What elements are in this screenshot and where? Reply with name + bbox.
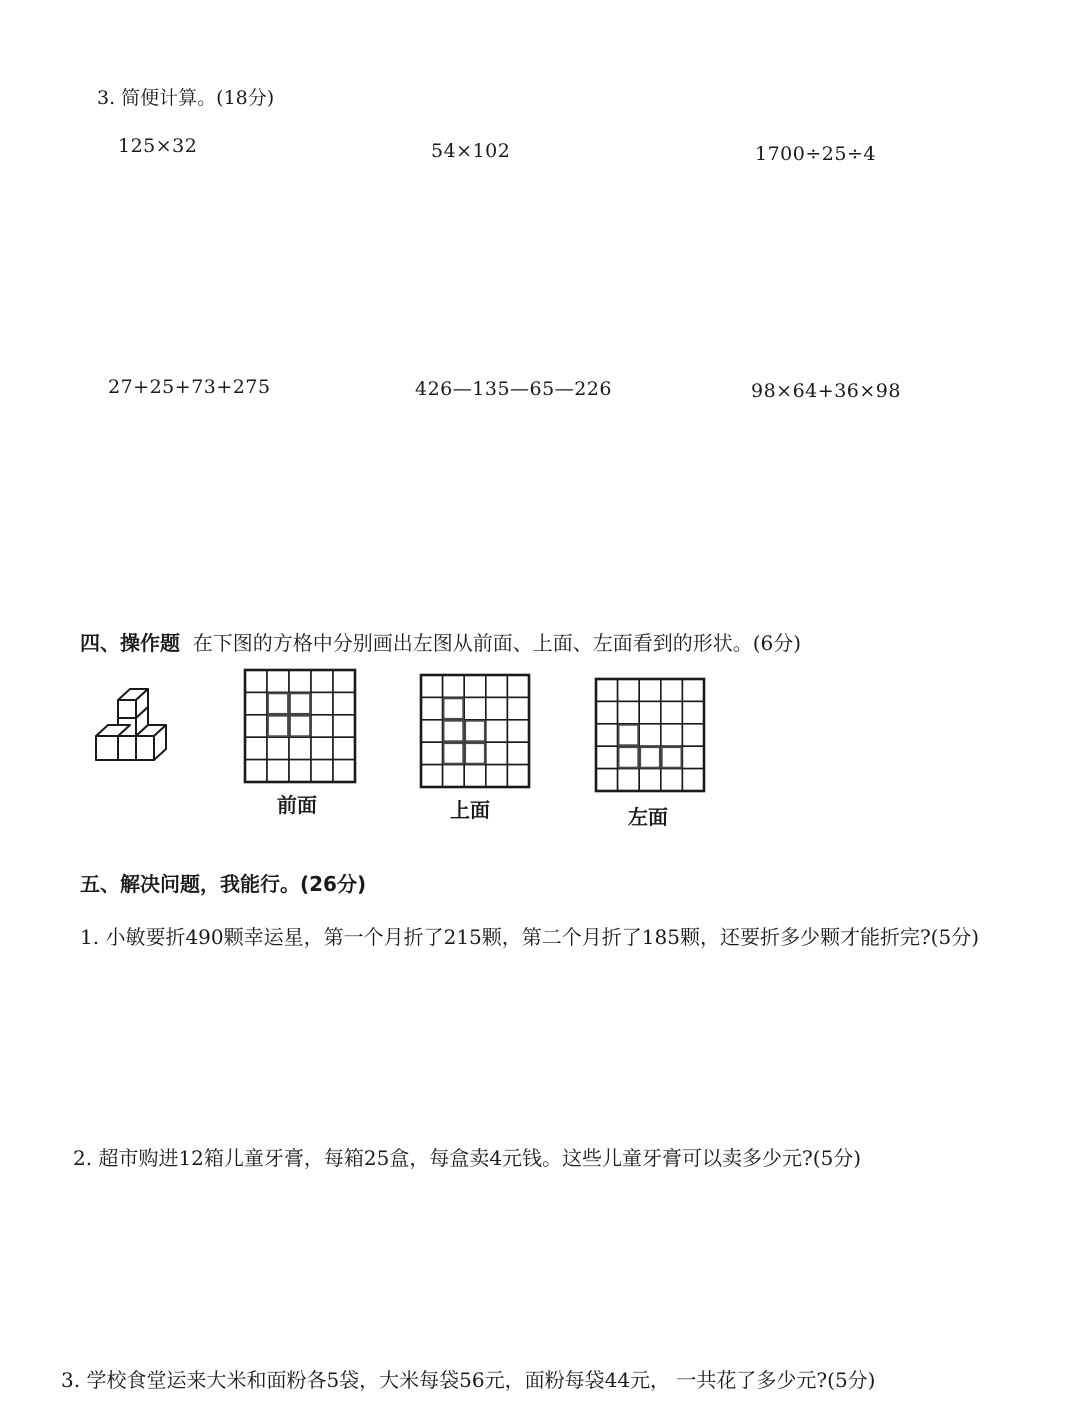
grid-cell[interactable]	[682, 701, 704, 723]
grid-cell[interactable]	[661, 746, 683, 768]
grid-cell[interactable]	[443, 742, 465, 764]
grid-cell[interactable]	[245, 670, 267, 692]
grid-cell[interactable]	[507, 675, 529, 697]
question-3: 3. 学校食堂运来大米和面粉各5袋，大米每袋56元，面粉每袋44元， 一共花了多少元?(5分)	[61, 1368, 876, 1392]
grid-cell[interactable]	[618, 701, 640, 723]
grid-cell[interactable]	[333, 760, 355, 782]
expression-4: 27+25+73+275	[108, 376, 271, 398]
grid-top[interactable]	[420, 674, 530, 788]
grid-cell[interactable]	[289, 737, 311, 759]
grid-cell[interactable]	[443, 697, 465, 719]
question-1: 1. 小敏要折490颗幸运星，第一个月折了215颗，第二个月折了185颗，还要折多少颗才能折完?(5分)	[80, 925, 980, 949]
expression-5: 426—135—65—226	[415, 378, 612, 400]
grid-cell[interactable]	[443, 675, 465, 697]
grid-cell[interactable]	[596, 769, 618, 791]
grid-cell[interactable]	[639, 769, 661, 791]
grid-cell[interactable]	[596, 701, 618, 723]
grid-cell[interactable]	[289, 715, 311, 737]
grid-cell[interactable]	[245, 715, 267, 737]
grid-cell[interactable]	[245, 692, 267, 714]
grid-cell[interactable]	[311, 737, 333, 759]
grid-cell[interactable]	[311, 715, 333, 737]
grid-cell[interactable]	[267, 670, 289, 692]
grid-cell[interactable]	[443, 720, 465, 742]
grid-left[interactable]	[595, 678, 705, 792]
grid-cell[interactable]	[639, 724, 661, 746]
grid-cell[interactable]	[661, 724, 683, 746]
grid-cell[interactable]	[618, 679, 640, 701]
section-4-instruction: 在下图的方格中分别画出左图从前面、上面、左面看到的形状。(6分)	[192, 631, 802, 655]
expression-2: 54×102	[431, 140, 511, 162]
grid-cell[interactable]	[661, 769, 683, 791]
grid-cell[interactable]	[245, 737, 267, 759]
grid-cell[interactable]	[245, 760, 267, 782]
grid-label-front: 前面	[277, 793, 317, 817]
grid-cell[interactable]	[596, 724, 618, 746]
expression-1: 125×32	[118, 135, 198, 157]
grid-label-top: 上面	[450, 798, 490, 822]
grid-cell[interactable]	[486, 675, 508, 697]
expression-6: 98×64+36×98	[751, 380, 901, 402]
section-5-heading: 五、解决问题，我能行。(26分)	[80, 872, 367, 896]
cube-stack-figure	[90, 682, 180, 772]
grid-cell[interactable]	[507, 697, 529, 719]
grid-cell[interactable]	[661, 679, 683, 701]
grid-cell[interactable]	[267, 692, 289, 714]
grid-cell[interactable]	[618, 746, 640, 768]
grid-cell[interactable]	[464, 697, 486, 719]
grid-cell[interactable]	[464, 765, 486, 787]
grid-cell[interactable]	[333, 715, 355, 737]
grid-cell[interactable]	[267, 737, 289, 759]
grid-cell[interactable]	[421, 765, 443, 787]
question-2: 2. 超市购进12箱儿童牙膏，每箱25盒，每盒卖4元钱。这些儿童牙膏可以卖多少元?(5分)	[73, 1146, 862, 1170]
grid-cell[interactable]	[311, 760, 333, 782]
grid-cell[interactable]	[618, 724, 640, 746]
grid-cell[interactable]	[333, 692, 355, 714]
expression-3: 1700÷25÷4	[755, 143, 876, 165]
grid-label-left: 左面	[628, 805, 668, 829]
grid-cell[interactable]	[464, 742, 486, 764]
grid-front[interactable]	[244, 669, 356, 783]
grid-cell[interactable]	[267, 715, 289, 737]
grid-cell[interactable]	[289, 692, 311, 714]
grid-cell[interactable]	[507, 742, 529, 764]
grid-cell[interactable]	[661, 701, 683, 723]
grid-cell[interactable]	[639, 679, 661, 701]
section-4-number: 四、	[80, 631, 120, 655]
grid-cell[interactable]	[486, 697, 508, 719]
grid-cell[interactable]	[486, 742, 508, 764]
grid-cell[interactable]	[333, 737, 355, 759]
section-4-heading	[80, 627, 801, 656]
grid-cell[interactable]	[311, 670, 333, 692]
grid-cell[interactable]	[639, 701, 661, 723]
grid-cell[interactable]	[682, 769, 704, 791]
grid-cell[interactable]	[682, 724, 704, 746]
grid-cell[interactable]	[507, 765, 529, 787]
grid-cell[interactable]	[443, 765, 465, 787]
grid-cell[interactable]	[289, 760, 311, 782]
grid-cell[interactable]	[289, 670, 311, 692]
grid-cell[interactable]	[421, 675, 443, 697]
grid-cell[interactable]	[464, 720, 486, 742]
grid-cell[interactable]	[464, 675, 486, 697]
grid-cell[interactable]	[486, 720, 508, 742]
grid-cell[interactable]	[507, 720, 529, 742]
grid-cell[interactable]	[311, 692, 333, 714]
grid-cell[interactable]	[682, 679, 704, 701]
grid-cell[interactable]	[421, 720, 443, 742]
grid-cell[interactable]	[639, 746, 661, 768]
grid-cell[interactable]	[596, 746, 618, 768]
section-3-heading: 3. 简便计算。(18分)	[97, 87, 275, 109]
grid-cell[interactable]	[421, 697, 443, 719]
grid-cell[interactable]	[682, 746, 704, 768]
grid-cell[interactable]	[618, 769, 640, 791]
grid-cell[interactable]	[486, 765, 508, 787]
grid-cell[interactable]	[333, 670, 355, 692]
section-4-title: 操作题	[120, 631, 180, 655]
grid-cell[interactable]	[421, 742, 443, 764]
grid-cell[interactable]	[596, 679, 618, 701]
grid-cell[interactable]	[267, 760, 289, 782]
